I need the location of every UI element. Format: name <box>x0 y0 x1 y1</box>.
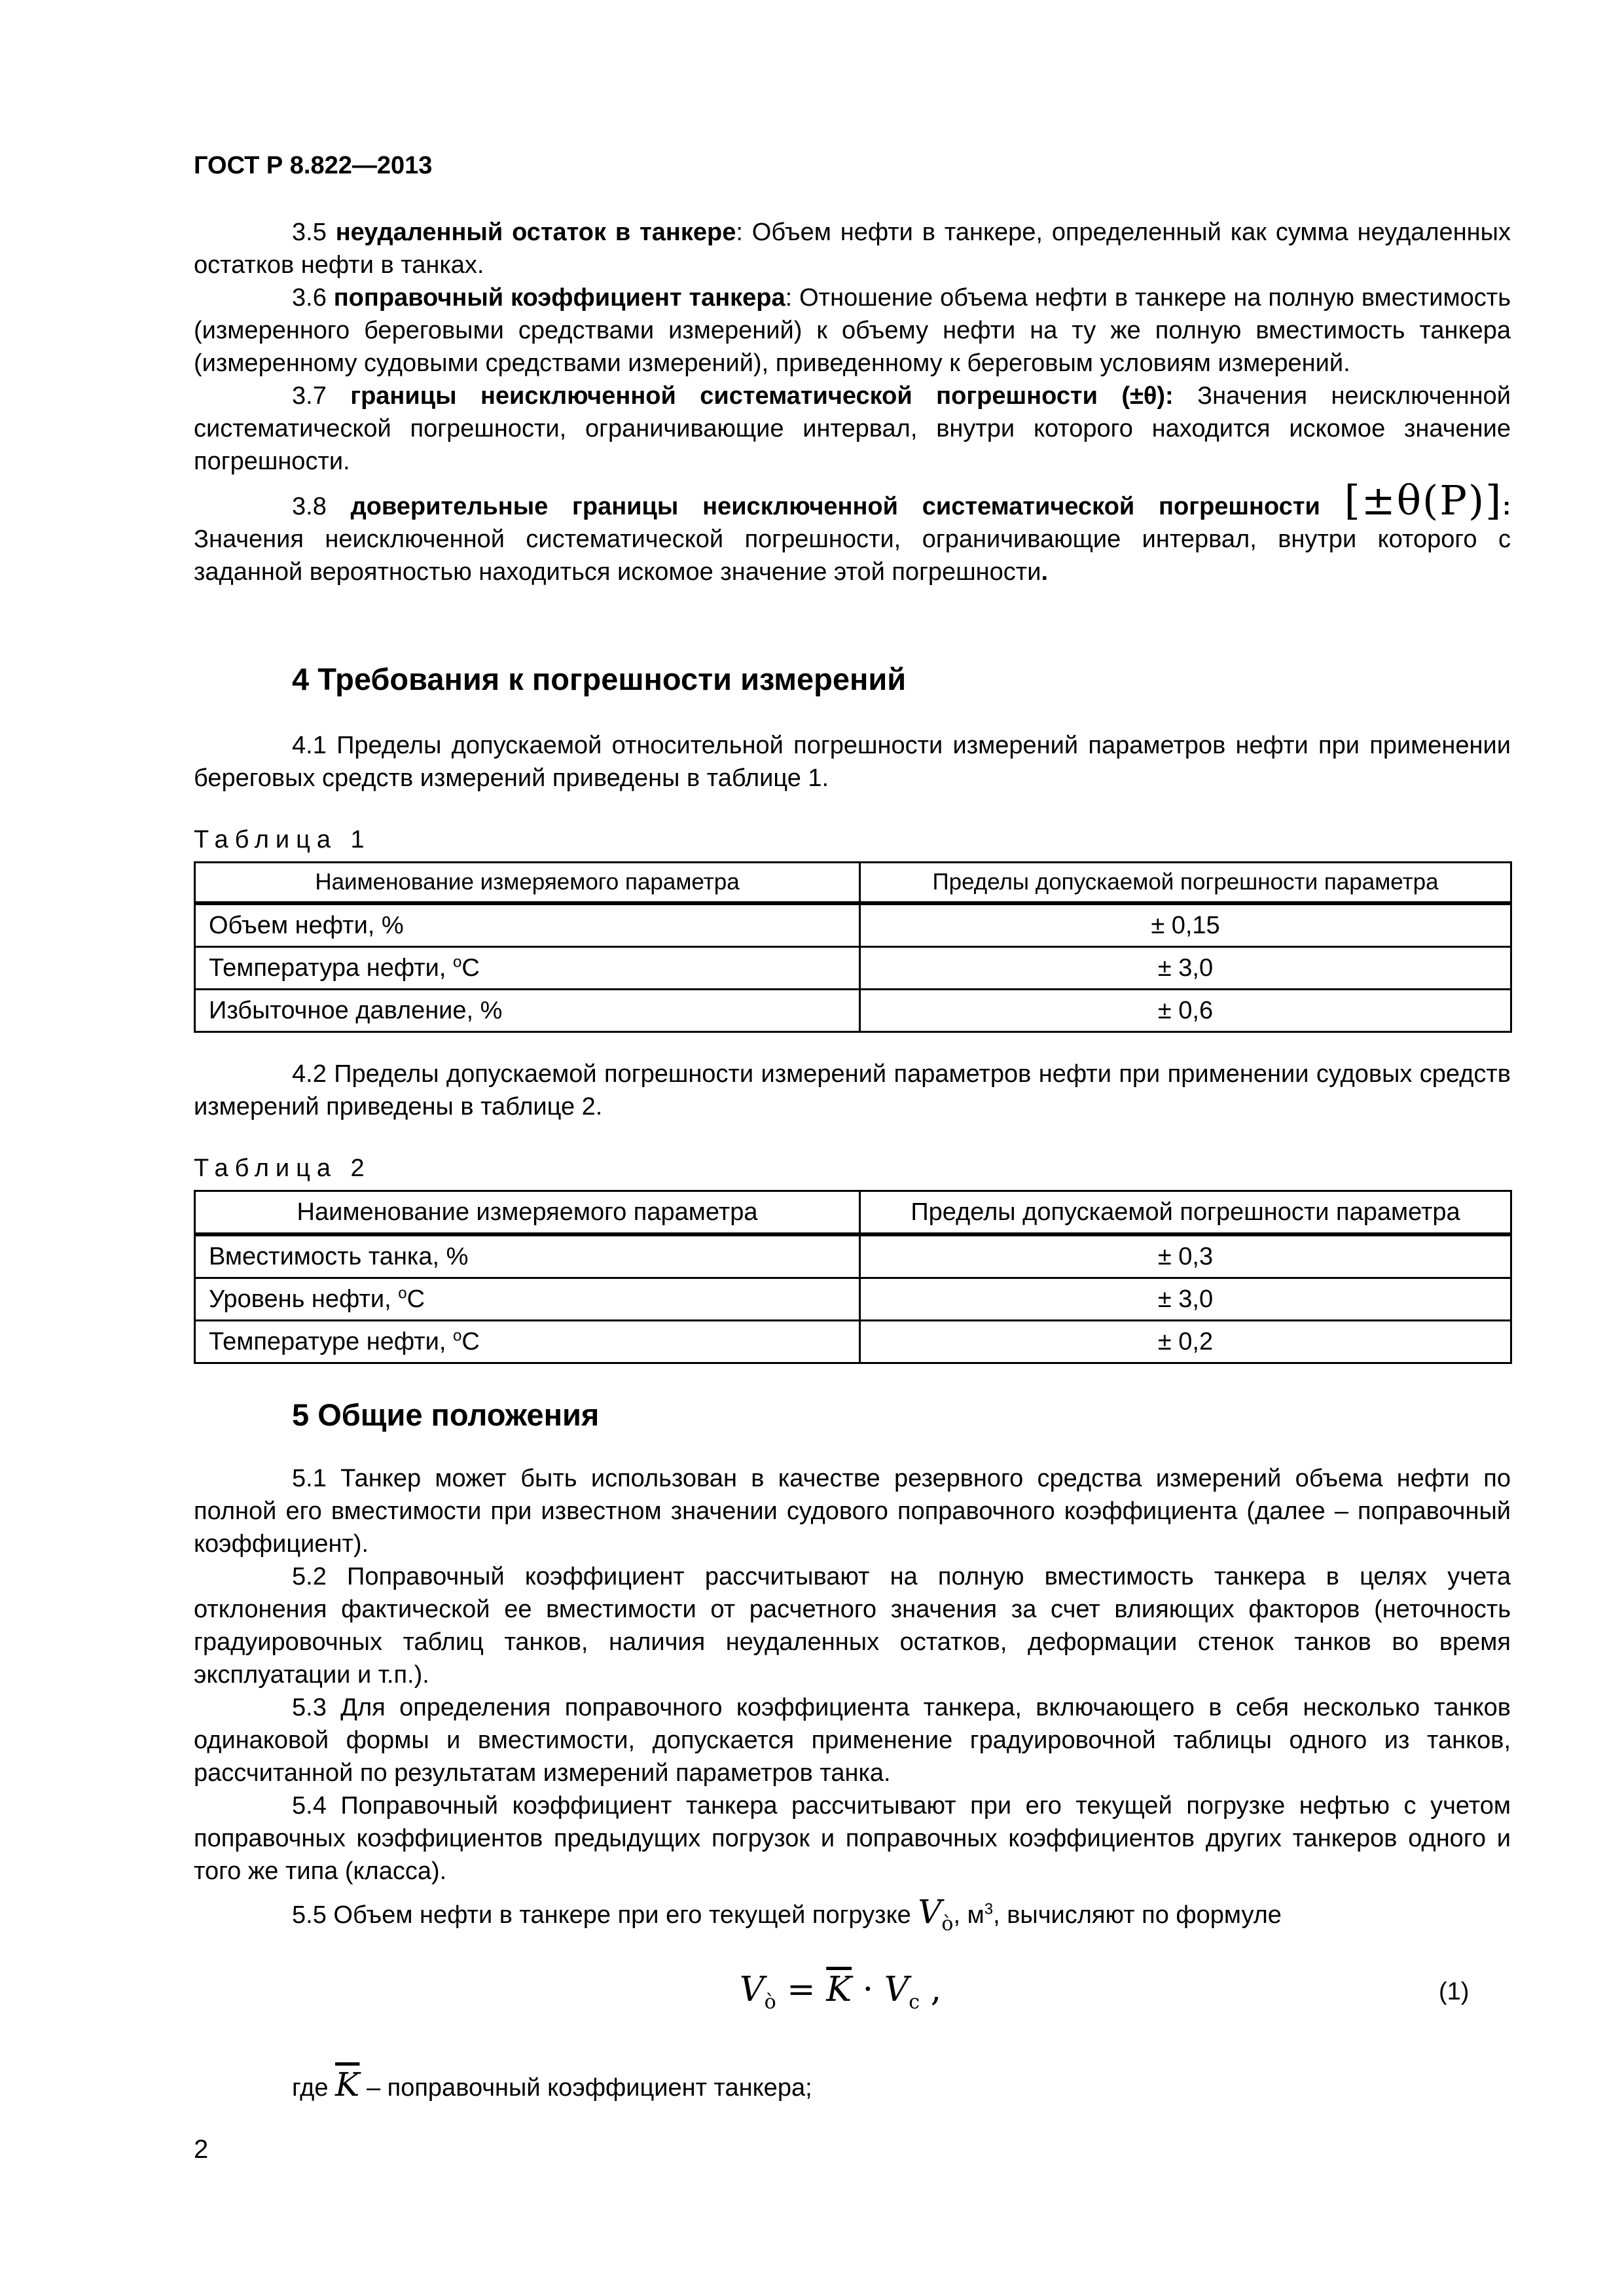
volume-variable: $V_ò$ <box>918 1893 954 1935</box>
table2 <box>194 1190 1512 1364</box>
table-row <box>195 1278 1511 1321</box>
paragraph-4-1: 4.1 Пределы допускаемой относительной погрешности измерений параметров нефти при применении береговых средств измерений приведены в таблице 1. <box>194 732 1511 792</box>
term-3-6: поправочный коэффициент танкера <box>333 284 785 312</box>
section5-heading: 5 Общие положения <box>292 1397 600 1432</box>
table1-cell-name: Объем нефти, % <box>195 903 860 947</box>
table1-cell-value: ± 3,0 <box>860 947 1511 990</box>
table1-header-param: Наименование измеряемого параметра <box>195 863 860 904</box>
table2-header-row <box>195 1191 1511 1235</box>
table-row <box>195 903 1511 947</box>
k-bar-symbol-where: $\overline{K}$ <box>335 2066 360 2104</box>
table1-cell-name: Избыточное давление, % <box>195 990 860 1032</box>
table-row <box>195 990 1511 1032</box>
term-3-5: неудаленный остаток в танкере <box>335 219 736 246</box>
paragraph-4-2-block <box>194 1058 1511 1123</box>
table1-cell-value: ± 0,15 <box>860 903 1511 947</box>
paragraph-4-1-block <box>194 729 1511 795</box>
paragraph-5-2: 5.2 Поправочный коэффициент рассчитывают на полную вместимость танкера в целях учета отклонения фактической ее вместимости от расчетного значения за счет влияющих факторов (неточность градуировочных таблиц танков, наличия неудаленных остатков, деформации стенок танков во время эксплуатации и т.п.). <box>194 1563 1511 1689</box>
table2-caption: Таблица 2 <box>194 1155 371 1182</box>
formula-1: $V_ò = \overline{K} \cdot V_c$ , <box>740 1970 942 2014</box>
table2-cell-name: Уровень нефти, $^o$С <box>195 1278 860 1321</box>
theta-p-symbol: [±θ(P)] <box>1344 476 1503 524</box>
table-row <box>195 1321 1511 1363</box>
section5-block <box>194 1462 1511 1935</box>
table-row <box>195 1234 1511 1278</box>
paragraph-4-2: 4.2 Пределы допускаемой погрешности измерений параметров нефти при применении судовых средств измерений приведены в таблице 2. <box>194 1060 1511 1121</box>
section3-block <box>194 216 1511 588</box>
paragraph-3-8: 3.8 доверительные границы неисключенной систематической погрешности [±θ(P)]: <box>292 476 1511 524</box>
page-number: 2 <box>194 2135 209 2164</box>
table2-cell-name: Вместимость танка, % <box>195 1234 860 1278</box>
table1-header-limit: Пределы допускаемой погрешности параметра <box>860 863 1511 904</box>
paragraph-3-7: 3.7 границы неисключенной систематической погрешности (±θ): Значения неисключенной систематической погрешности, ограничивающие интервал, внутри которого находится искомое значение погрешности. <box>194 382 1511 475</box>
paragraph-3-8-continued: Значения неисключенной систематической погрешности, ограничивающие интервал, внутри которого с заданной вероятностью находиться искомое значение этой погрешности. <box>194 526 1511 586</box>
table1-cell-value: ± 0,6 <box>860 990 1511 1032</box>
table1-cell-name: Температура нефти, $^o$С <box>195 947 860 990</box>
k-bar-symbol: $\overline{K}$ <box>826 1970 852 2009</box>
paragraph-5-3: 5.3 Для определения поправочного коэффициента танкера, включающего в себя несколько танков одинаковой формы и вместимости, допускается применение градуировочной таблицы одного из танков, рассчитанной по результатам измерений параметров танка. <box>194 1694 1511 1787</box>
table-row <box>195 947 1511 990</box>
table1-caption: Таблица 1 <box>194 826 371 853</box>
where-clause: где $\overline{K}$ – поправочный коэффициент танкера; <box>292 2066 812 2104</box>
table2-cell-value: ± 3,0 <box>860 1278 1511 1321</box>
table2-cell-value: ± 0,2 <box>860 1321 1511 1363</box>
table2-cell-name: Температуре нефти, $^o$С <box>195 1321 860 1363</box>
table1-header-row <box>195 863 1511 904</box>
table2-cell-value: ± 0,3 <box>860 1234 1511 1278</box>
paragraph-5-1: 5.1 Танкер может быть использован в качестве резервного средства измерений объема нефти по полной его вместимости при известном значении судового поправочного коэффициента (далее – поправочный коэффициент). <box>194 1465 1511 1558</box>
table2-header-param: Наименование измеряемого параметра <box>195 1191 860 1235</box>
table2-header-limit: Пределы допускаемой погрешности параметра <box>860 1191 1511 1235</box>
paragraph-5-4: 5.4 Поправочный коэффициент танкера рассчитывают при его текущей погрузке нефтью с учетом поправочных коэффициентов предыдущих погрузок и поправочных коэффициентов других танкеров одного и того же типа (класса). <box>194 1792 1511 1885</box>
term-3-7: границы неисключенной систематической погрешности (±θ): <box>350 382 1174 410</box>
formula-number: (1) <box>1439 1978 1470 2005</box>
term-3-8: доверительные границы неисключенной систематической погрешности <box>350 493 1320 520</box>
table1 <box>194 861 1512 1033</box>
paragraph-5-5: 5.5 Объем нефти в танкере при его текущей погрузке $V_ò$, $м^3$, вычисляют по формуле <box>292 1893 1282 1935</box>
paragraph-3-5: 3.5 неудаленный остаток в танкере: Объем нефти в танкере, определенный как сумма неудаленных остатков нефти в танках. <box>194 219 1511 279</box>
paragraph-3-6: 3.6 поправочный коэффициент танкера: Отношение объема нефти в танкере на полную вместимость (измеренного береговыми средствами измерений) к объему нефти на ту же полную вместимость танкера (измеренному судовыми средствами измерений), приведенному к береговым условиям измерений. <box>194 284 1511 377</box>
section4-heading: 4 Требования к погрешности измерений <box>292 662 907 696</box>
document-code-header: ГОСТ Р 8.822—2013 <box>194 152 433 179</box>
